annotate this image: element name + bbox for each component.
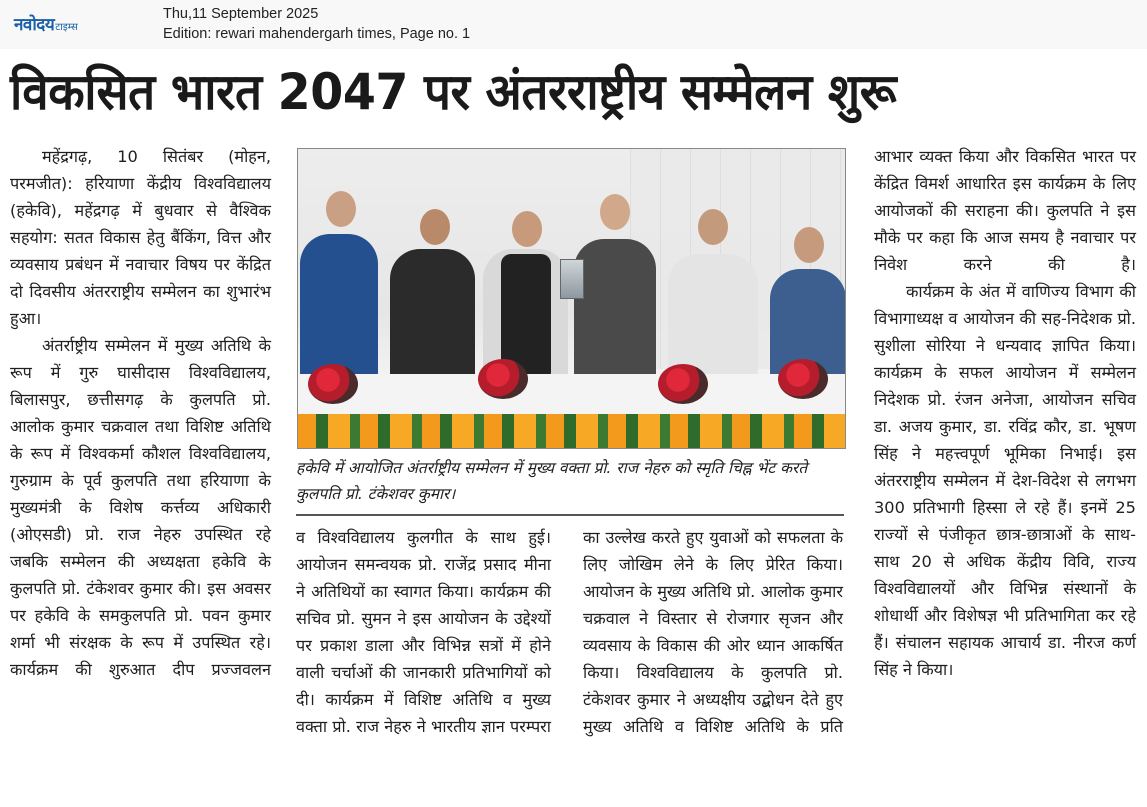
logo-main-text: नवोदय <box>14 15 55 35</box>
edition-header-bar <box>0 0 1147 49</box>
photo-person-1-head <box>326 191 356 227</box>
event-photo <box>297 148 846 449</box>
edition-name-page: Edition: rewari mahendergarh times, Page no. 1 <box>163 26 471 42</box>
photo-bouquet-4 <box>778 359 828 399</box>
caption-divider <box>296 514 844 516</box>
article-column-3 <box>583 524 843 740</box>
column2-text: व विश्वविद्यालय कुलगीत के साथ हुई। आयोजन समन्वयक प्रो. राजेंद्र प्रसाद मीना ने अतिथियों का स्वागत किया। कार्यक्रम की सचिव प्रो. सुमन ने इस आयोजन के उद्देश्यों पर प्रकाश डाला और विभिन्न सत्रों में होने वाली चर्चाओं की जानकारी प्रतिभागियों को दी। कार्यक्रम में विशिष्ट अतिथि व मुख्य वक्ता प्रो. राज नेहरु ने भारतीय ज्ञान परम्परा <box>296 528 551 736</box>
photo-person-2 <box>390 249 475 384</box>
memento-trophy <box>560 259 584 299</box>
photo-person-5 <box>668 254 758 379</box>
photo-person-2-head <box>420 209 450 245</box>
column1-paragraph-2: अंतर्राष्ट्रीय सम्मेलन में मुख्य अतिथि के रूप में गुरु घासीदास विश्वविद्यालय, बिलासपुर, छत्तीसगढ़ के कुलपति प्रो. आलोक कुमार चक्रवाल तथा विशिष्ट अतिथि के रूप में विश्वकर्मा कौशल विश्वविद्यालय, गुरुग्राम के पूर्व कुलपति तथा हरियाणा के मुख्यमंत्री के विशेष कर्त्तव्य अधिकारी (ओएसडी) प्रो. राज नेहरु उपस्थित रहे जबकि सम्मेलन की अध्यक्षता हकेवि के कुलपति प्रो. टंकेशवर कुमार की। इस अवसर पर हकेवि के समकुलपति प्रो. पवन कुमार शर्मा भी संरक्षक के रूप में उपस्थित रहे। <box>10 336 271 652</box>
column1-paragraph-1: महेंद्रगढ़, 10 सितंबर (मोहन, परमजीत): हरियाणा केंद्रीय विश्वविद्यालय (हकेवि), महेंद्रगढ़ में बुधवार से वैश्विक सहयोग: सतत विकास हेतु बैंकिंग, वित्त और व्यवसाय प्रबंधन में नवाचार विषय पर केंद्रित दो दिवसीय अंतरराष्ट्रीय सम्मेलन का शुभारंभ हुआ। <box>10 147 271 328</box>
photo-person-4 <box>574 239 656 384</box>
edition-date: Thu,11 September 2025 <box>163 6 319 22</box>
article-column-4 <box>874 143 1136 683</box>
photo-person-1 <box>300 234 378 379</box>
logo-sub-text: टाइम्स <box>55 22 78 33</box>
article-headline: विकसित भारत 2047 पर अंतरराष्ट्रीय सम्मेलन शुरू <box>10 63 897 121</box>
photo-person-3-head <box>512 211 542 247</box>
article-column-1 <box>10 143 271 683</box>
photo-caption: हकेवि में आयोजित अंतर्राष्ट्रीय सम्मेलन में मुख्य वक्ता प्रो. राज नेहरु को स्मृति चिह्न भेंट करते कुलपति प्रो. टंकेशवर कुमार। <box>296 459 808 503</box>
photo-bouquet-1 <box>308 364 358 404</box>
article-column-2 <box>296 524 551 740</box>
column4-paragraph-1: आभार व्यक्त किया और विकसित भारत पर केंद्रित विमर्श आधारित इस कार्यक्रम के लिए आयोजकों की सराहना की। कुलपति ने इस मौके पर कहा कि आज समय है नवाचार पर निवेश करने की है। <box>874 147 1136 274</box>
photo-person-4-head <box>600 194 630 230</box>
edition-info <box>163 4 470 44</box>
newspaper-logo[interactable] <box>14 12 78 35</box>
photo-person-5-head <box>698 209 728 245</box>
photo-person-6-head <box>794 227 824 263</box>
column3-text: का उल्लेख करते हुए युवाओं को सफलता के लिए जोखिम लेने के लिए प्रेरित किया। आयोजन के मुख्य अतिथि प्रो. आलोक कुमार चक्रवाल ने विस्तार से रोजगार सृजन और व्यवसाय के विकास की ओर ध्यान आकर्षित किया। विश्वविद्यालय के कुलपति प्रो. टंकेशवर कुमार ने अध्यक्षीय उद्बोधन देते हुए मुख्य अतिथि व विशिष्ट अतिथि के प्रति <box>583 528 843 736</box>
photo-marigold-garland <box>298 414 846 449</box>
photo-bouquet-2 <box>478 359 528 399</box>
photo-bouquet-3 <box>658 364 708 404</box>
column1-paragraph-3: कार्यक्रम की शुरुआत दीप प्रज्जवलन <box>10 660 271 679</box>
column4-paragraph-2: कार्यक्रम के अंत में वाणिज्य विभाग की विभागाध्यक्ष व आयोजन की सह-निदेशक प्रो. सुशीला सोरिया ने धन्यवाद ज्ञापित किया। कार्यक्रम के सफल आयोजन में सम्मेलन निदेशक प्रो. रंजन अनेजा, आयोजन सचिव डा. अजय कुमार, डा. रविंद्र कौर, डा. भूषण सिंह ने महत्त्वपूर्ण भूमिका निभाई। इस अंतरराष्ट्रीय सम्मेलन में देश-विदेश से लगभग 300 प्रतिभागी हिस्सा ले रहे हैं। इनमें 25 राज्यों से पंजीकृत छात्र-छात्राओं के साथ-साथ 20 से अधिक केंद्रीय विवि, राज्य विश्वविद्यालयों और विभिन्न संस्थानों के शोधार्थी और विशेषज्ञ भी प्रतिभागिता कर रहे हैं। संचालन सहायक आचार्य डा. नीरज कर्ण सिंह ने किया। <box>874 282 1136 679</box>
